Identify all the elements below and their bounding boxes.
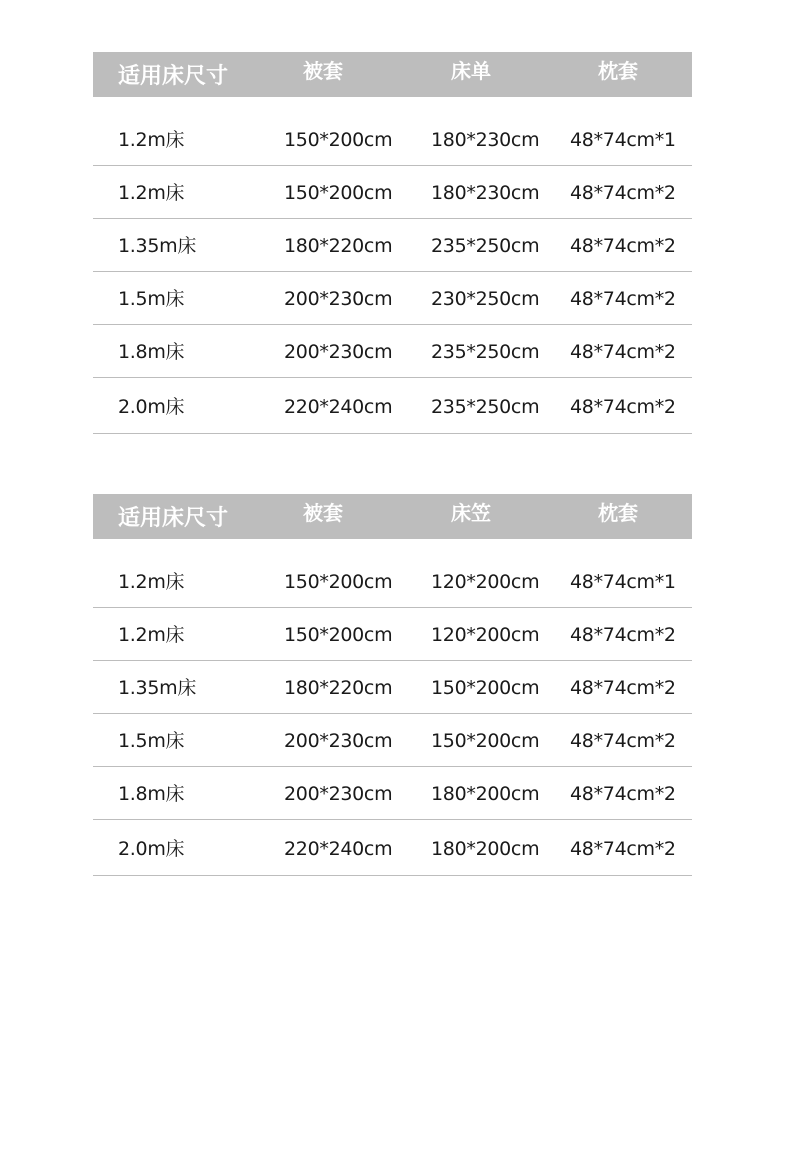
cell-pillowcase: 48*74cm*2 (570, 677, 676, 699)
table-row (93, 820, 692, 876)
cell-duvet-cover: 200*230cm (284, 288, 393, 310)
cell-duvet-cover: 220*240cm (284, 838, 393, 860)
table-header (93, 494, 692, 539)
header-bed-size: 适用床尺寸 (118, 64, 229, 89)
cell-bed-size: 1.5m床 (118, 730, 185, 752)
cell-pillowcase: 48*74cm*1 (570, 571, 676, 593)
table-row (93, 272, 692, 325)
header-fitted-sheet: 床笠 (451, 501, 491, 525)
cell-flat-sheet: 235*250cm (431, 341, 540, 363)
cell-pillowcase: 48*74cm*1 (570, 129, 676, 151)
cell-flat-sheet: 180*230cm (431, 129, 540, 151)
cell-flat-sheet: 230*250cm (431, 288, 540, 310)
table-row (93, 608, 692, 661)
cell-pillowcase: 48*74cm*2 (570, 235, 676, 257)
cell-bed-size: 2.0m床 (118, 838, 185, 860)
header-duvet-cover: 被套 (303, 501, 343, 525)
cell-duvet-cover: 220*240cm (284, 396, 393, 418)
cell-bed-size: 1.2m床 (118, 182, 185, 204)
cell-duvet-cover: 180*220cm (284, 235, 393, 257)
header-bed-size: 适用床尺寸 (118, 506, 229, 531)
cell-flat-sheet: 180*230cm (431, 182, 540, 204)
cell-fitted-sheet: 150*200cm (431, 677, 540, 699)
table-row (93, 219, 692, 272)
cell-bed-size: 1.35m床 (118, 235, 197, 257)
cell-bed-size: 1.2m床 (118, 624, 185, 646)
table-row (93, 378, 692, 434)
cell-bed-size: 1.8m床 (118, 341, 185, 363)
header-pillowcase: 枕套 (598, 59, 638, 83)
cell-duvet-cover: 150*200cm (284, 624, 393, 646)
cell-pillowcase: 48*74cm*2 (570, 182, 676, 204)
table-row (93, 325, 692, 378)
cell-pillowcase: 48*74cm*2 (570, 783, 676, 805)
table-body (93, 97, 692, 434)
cell-duvet-cover: 200*230cm (284, 730, 393, 752)
cell-duvet-cover: 150*200cm (284, 182, 393, 204)
cell-fitted-sheet: 180*200cm (431, 783, 540, 805)
header-pillowcase: 枕套 (598, 501, 638, 525)
cell-flat-sheet: 235*250cm (431, 235, 540, 257)
table-row (93, 539, 692, 608)
table-row (93, 97, 692, 166)
table-body (93, 539, 692, 876)
cell-pillowcase: 48*74cm*2 (570, 838, 676, 860)
header-flat-sheet: 床单 (451, 59, 491, 83)
cell-fitted-sheet: 120*200cm (431, 624, 540, 646)
bedding-size-table-fitted-sheet (93, 494, 692, 876)
cell-bed-size: 1.8m床 (118, 783, 185, 805)
cell-bed-size: 1.5m床 (118, 288, 185, 310)
bedding-size-table-flat-sheet (93, 52, 692, 434)
table-row (93, 166, 692, 219)
table-header (93, 52, 692, 97)
cell-duvet-cover: 200*230cm (284, 341, 393, 363)
cell-duvet-cover: 180*220cm (284, 677, 393, 699)
cell-flat-sheet: 235*250cm (431, 396, 540, 418)
cell-bed-size: 2.0m床 (118, 396, 185, 418)
cell-pillowcase: 48*74cm*2 (570, 341, 676, 363)
cell-pillowcase: 48*74cm*2 (570, 288, 676, 310)
cell-bed-size: 1.2m床 (118, 129, 185, 151)
cell-pillowcase: 48*74cm*2 (570, 396, 676, 418)
cell-bed-size: 1.35m床 (118, 677, 197, 699)
table-row (93, 714, 692, 767)
cell-fitted-sheet: 180*200cm (431, 838, 540, 860)
cell-fitted-sheet: 120*200cm (431, 571, 540, 593)
cell-pillowcase: 48*74cm*2 (570, 624, 676, 646)
table-row (93, 661, 692, 714)
cell-bed-size: 1.2m床 (118, 571, 185, 593)
cell-pillowcase: 48*74cm*2 (570, 730, 676, 752)
header-duvet-cover: 被套 (303, 59, 343, 83)
cell-duvet-cover: 150*200cm (284, 571, 393, 593)
cell-duvet-cover: 150*200cm (284, 129, 393, 151)
cell-fitted-sheet: 150*200cm (431, 730, 540, 752)
table-row (93, 767, 692, 820)
cell-duvet-cover: 200*230cm (284, 783, 393, 805)
